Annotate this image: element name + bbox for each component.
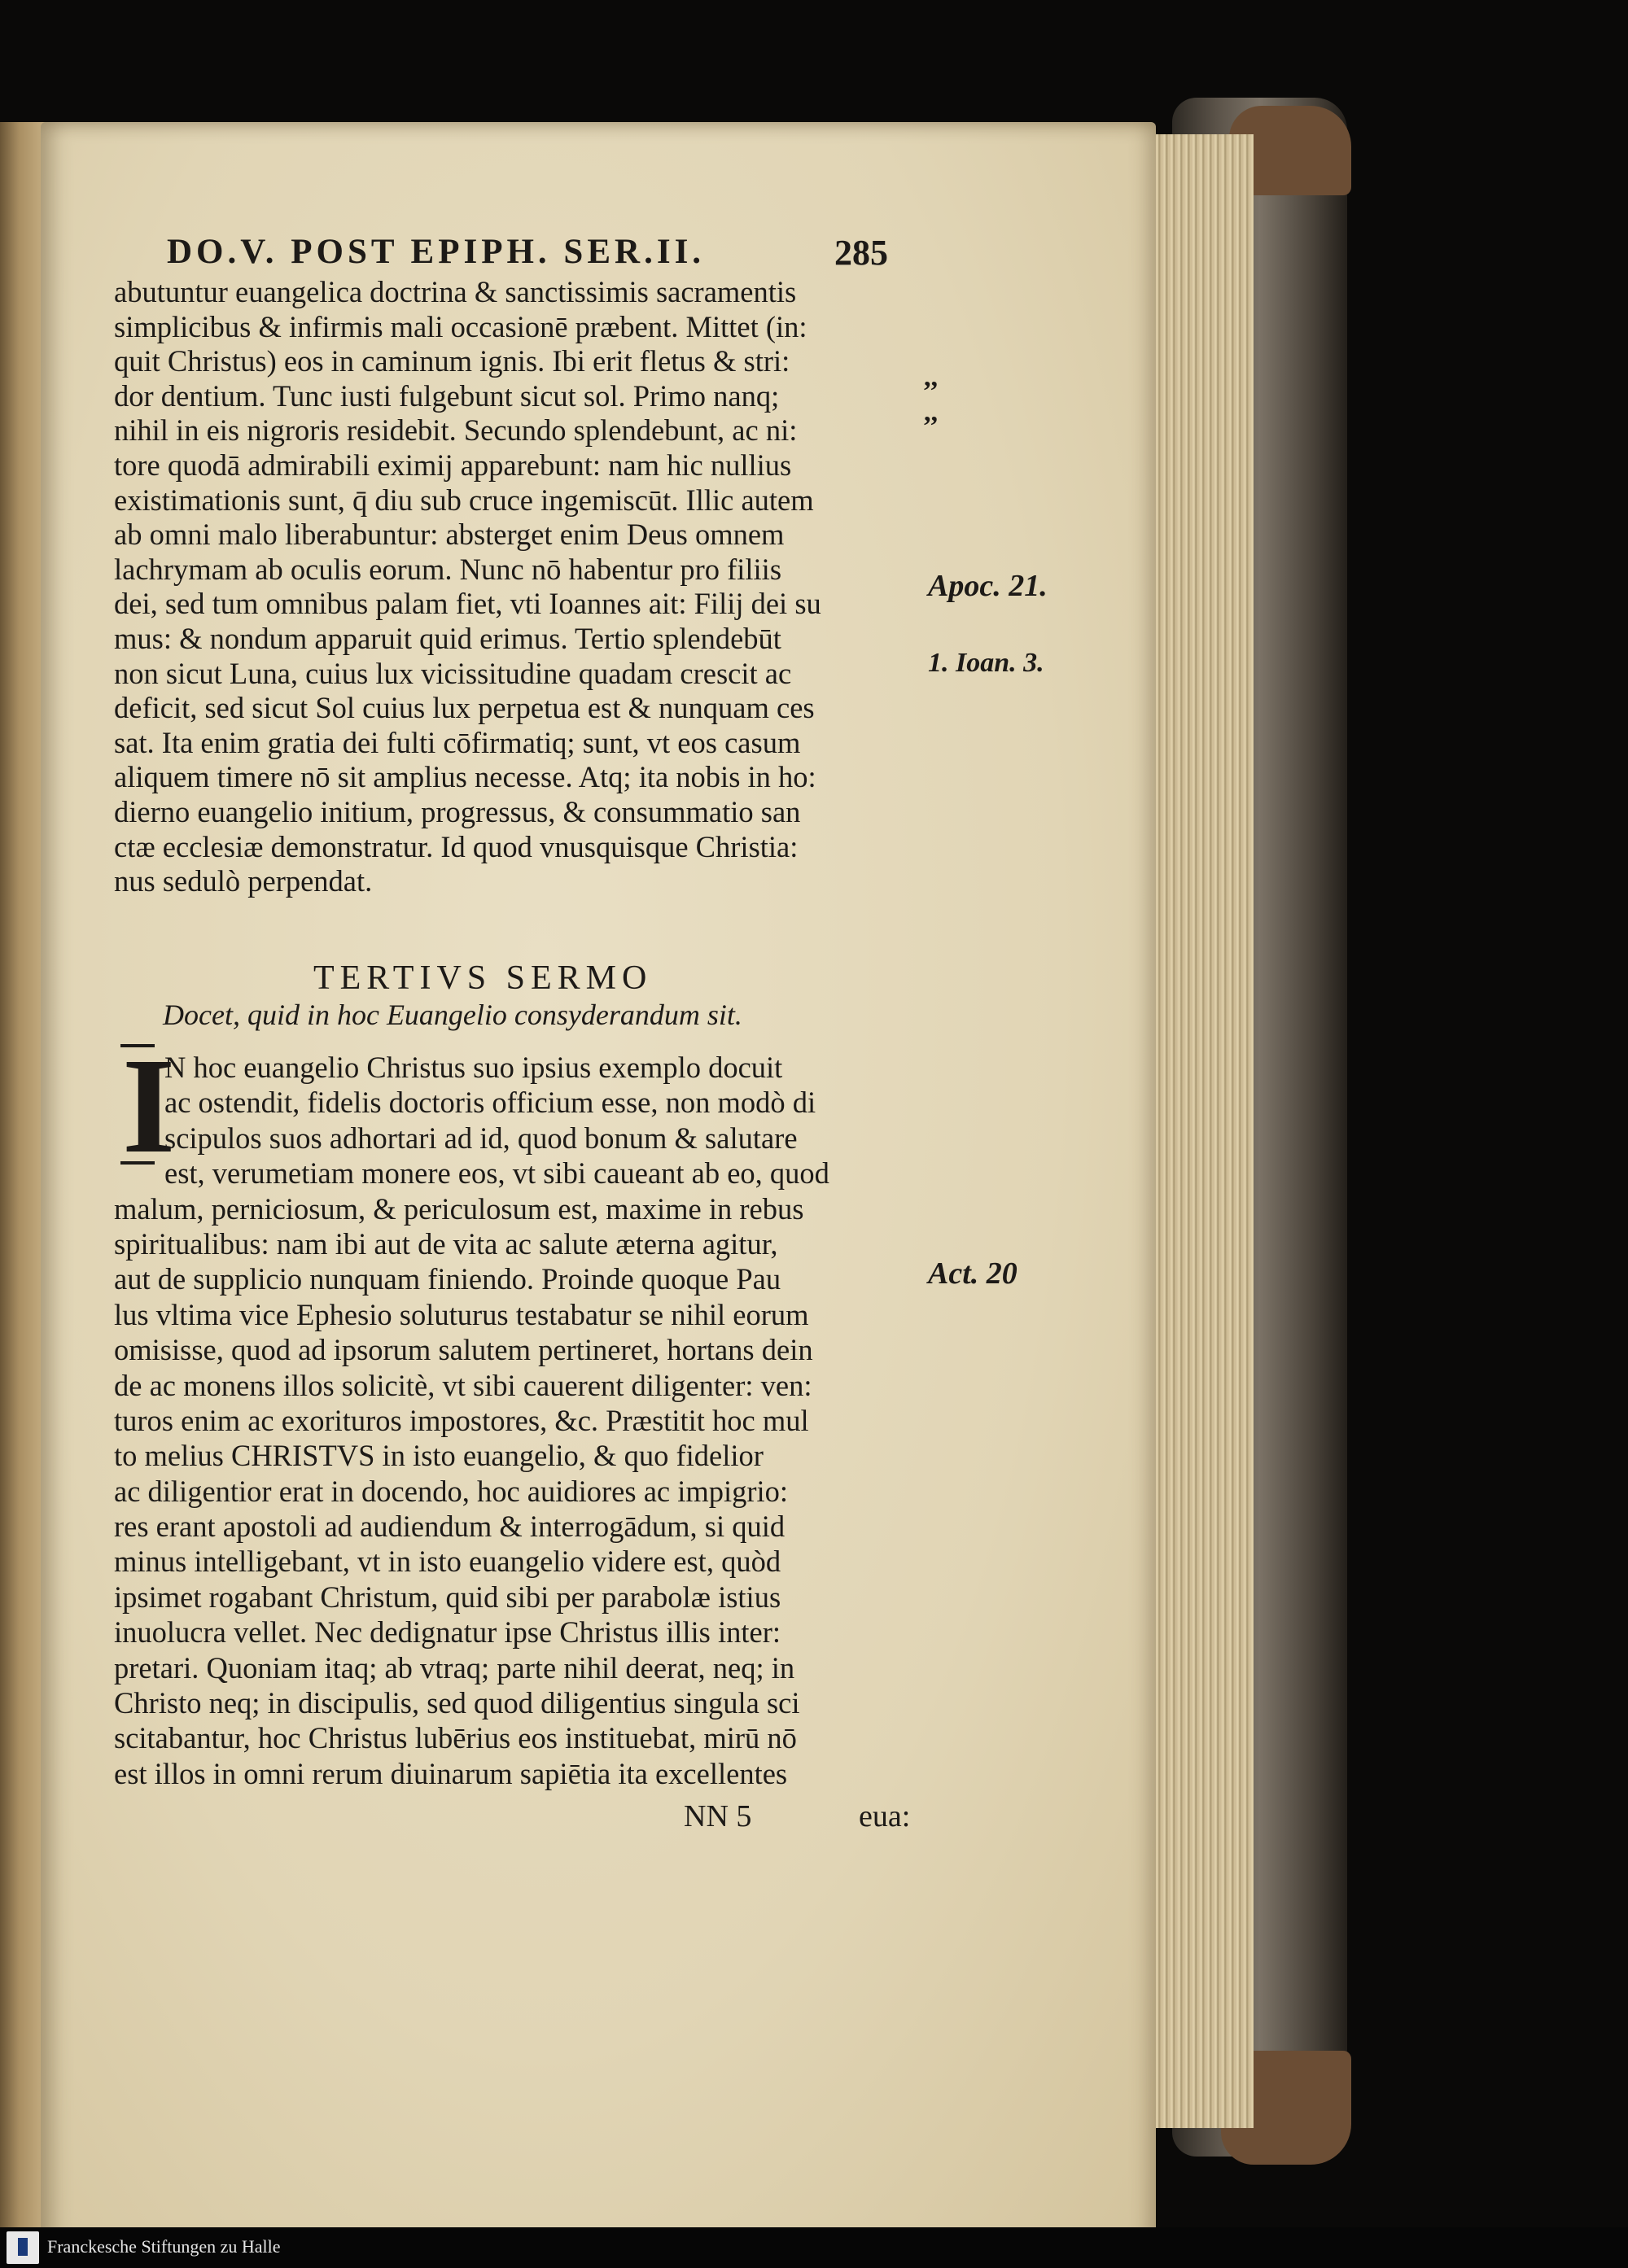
text-line: scitabantur, hoc Christus lubērius eos instituebat, mirū nō bbox=[114, 1721, 797, 1755]
signature-mark: NN 5 bbox=[684, 1799, 752, 1833]
text-line: nus sedulò perpendat. bbox=[114, 864, 373, 898]
text-line: aliquem timere nō sit amplius necesse. Atq; ita nobis in ho: bbox=[114, 760, 816, 794]
footer-institution: Franckesche Stiftungen zu Halle bbox=[47, 2236, 281, 2257]
catchword: eua: bbox=[859, 1799, 911, 1833]
text-line: ipsimet rogabant Christum, quid sibi per parabolæ istius bbox=[114, 1580, 781, 1614]
text-line: ac ostendit, fidelis doctoris officium esse, non modò di bbox=[164, 1086, 816, 1120]
text-line: aut de supplicio nunquam finiendo. Proinde quoque Pau bbox=[114, 1262, 781, 1296]
body-text-top bbox=[114, 275, 920, 899]
text-line: nihil in eis nigroris residebit. Secundo splendebunt, ac ni: bbox=[114, 413, 798, 448]
body-text-bottom bbox=[114, 1050, 920, 1791]
text-line: pretari. Quoniam itaq; ab vtraq; parte nihil deerat, neq; in bbox=[114, 1650, 795, 1685]
text-line: ac diligentior erat in docendo, hoc auidiores ac impigrio: bbox=[114, 1474, 789, 1508]
text-line: existimationis sunt, q̄ diu sub cruce ingemiscūt. Illic autem bbox=[114, 483, 814, 517]
text-line: simplicibus & infirmis mali occasionē præbent. Mittet (in: bbox=[114, 309, 807, 343]
text-line: non sicut Luna, cuius lux vicissitudine quadam crescit ac bbox=[114, 656, 792, 690]
section-title: TERTIVS SERMO bbox=[313, 959, 653, 997]
margin-note: Apoc. 21. bbox=[928, 569, 1048, 603]
section-subtitle: Docet, quid in hoc Euangelio consyderandum sit. bbox=[163, 999, 742, 1031]
text-line: turos enim ac exorituros impostores, &c. Prӕstitit hoc mul bbox=[114, 1403, 809, 1437]
text-line: dor dentium. Tunc iusti fulgebunt sicut sol. Primo nanq; bbox=[114, 378, 780, 413]
text-line: scipulos suos adhortari ad id, quod bonum & salutare bbox=[164, 1121, 798, 1155]
margin-note: 1. Ioan. 3. bbox=[928, 648, 1044, 678]
drop-cap-letter: I bbox=[122, 1030, 176, 1182]
page-number: 285 bbox=[834, 233, 888, 273]
text-line: to melius CHRISTVS in isto euangelio, & quo fidelior bbox=[114, 1439, 764, 1473]
text-line: N hoc euangelio Christus suo ipsius exemplo docuit bbox=[164, 1051, 783, 1084]
text-line: est illos in omni rerum diuinarum sapiētia ita excellentes bbox=[114, 1756, 788, 1790]
text-line: malum, perniciosum, & periculosum est, maxime in rebus bbox=[114, 1191, 804, 1226]
text-line: est, verumetiam monere eos, vt sibi caueant ab eo, quod bbox=[164, 1156, 829, 1191]
text-line: inuolucra vellet. Nec dedignatur ipse Christus illis inter: bbox=[114, 1615, 781, 1650]
text-line: tore quodā admirabili eximij apparebunt: nam hic nullius bbox=[114, 448, 792, 482]
text-line: dei, sed tum omnibus palam fiet, vti Ioannes ait: Filij dei su bbox=[114, 587, 821, 621]
margin-note: Act. 20 bbox=[928, 1256, 1017, 1291]
text-line: minus intelligebant, vt in isto euangelio videre est, quòd bbox=[114, 1545, 781, 1579]
text-line: lachrymam ab oculis eorum. Nunc nō habentur pro filiis bbox=[114, 552, 782, 586]
text-line: spiritualibus: nam ibi aut de vita ac salute æterna agitur, bbox=[114, 1226, 778, 1261]
text-line: Christo neq; in discipulis, sed quod diligentius singula sci bbox=[114, 1686, 800, 1720]
running-header: DO.V. POST EPIPH. SER.II. bbox=[167, 233, 706, 271]
text-line: de ac monens illos solicitè, vt sibi cauerent diligenter: ven: bbox=[114, 1368, 812, 1402]
text-line: dierno euangelio initium, progressus, & consummatio san bbox=[114, 794, 801, 828]
text-line: sat. Ita enim gratia dei fulti cōfirmatiq; sunt, vt eos casum bbox=[114, 725, 801, 759]
text-line: ab omni malo liberabuntur: absterget enim Deus omnem bbox=[114, 518, 785, 552]
text-line: deficit, sed sicut Sol cuius lux perpetua est & nunquam ces bbox=[114, 691, 815, 725]
text-line: mus: & nondum apparuit quid erimus. Tertio splendebūt bbox=[114, 621, 781, 655]
text-line: res erant apostoli ad audiendum & interrogādum, si quid bbox=[114, 1510, 786, 1544]
quote-mark: ,, bbox=[924, 397, 938, 427]
institution-logo-icon bbox=[7, 2231, 39, 2264]
quote-mark: ,, bbox=[924, 362, 938, 392]
text-line: ctæ ecclesiæ demonstratur. Id quod vnusquisque Christia: bbox=[114, 829, 799, 863]
text-line: quit Christus) eos in caminum ignis. Ibi erit fletus & stri: bbox=[114, 344, 790, 378]
page-edges bbox=[1140, 134, 1254, 2128]
text-line: abutuntur euangelica doctrina & sanctissimis sacramentis bbox=[114, 275, 797, 308]
text-line: omisisse, quod ad ipsorum salutem pertineret, hortans dein bbox=[114, 1333, 813, 1367]
text-line: lus vltima vice Ephesio soluturus testabatur se nihil eorum bbox=[114, 1297, 809, 1331]
